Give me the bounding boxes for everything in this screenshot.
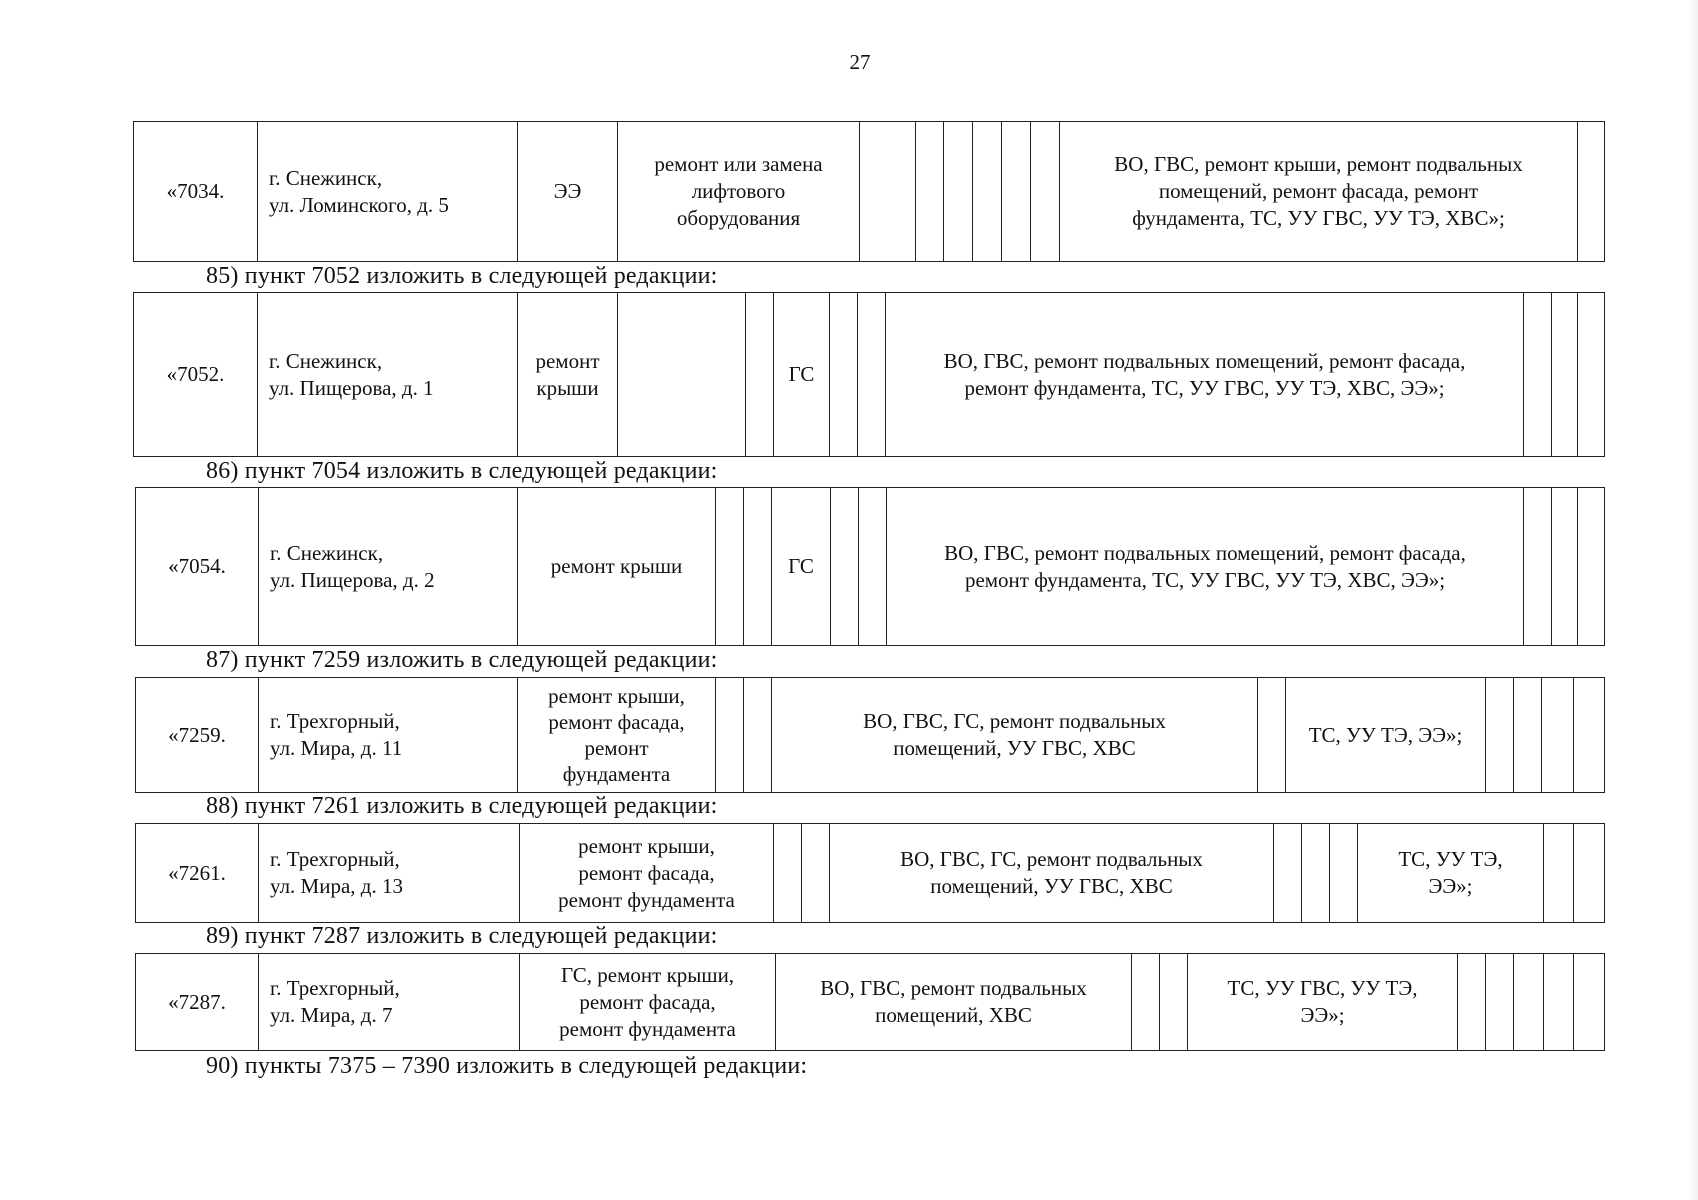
item-work-3: ТС, УУ ТЭ, ЭЭ»; (1358, 824, 1544, 922)
item-work-2: ВО, ГВС, ремонт подвальных помещений, ХВС (776, 954, 1132, 1050)
table-row-7054 (135, 487, 1605, 646)
empty-cell (744, 488, 772, 645)
scan-edge (1688, 0, 1698, 1200)
table-row-7261 (135, 823, 1605, 923)
empty-cell (1274, 824, 1302, 922)
item-work-2: ВО, ГВС, ГС, ремонт подвальных помещений, УУ ГВС, ХВС (772, 678, 1258, 792)
item-work-1: ремонт крыши, ремонт фасада, ремонт фундамента (520, 824, 774, 922)
instruction-text: 85) пункт 7052 изложить в следующей редакции: (206, 263, 718, 289)
instruction-text: 86) пункт 7054 изложить в следующей редакции: (206, 458, 718, 484)
empty-cell (1486, 954, 1514, 1050)
item-address: г. Снежинск, ул. Пищерова, д. 1 (258, 293, 518, 456)
empty-cell (1160, 954, 1188, 1050)
empty-cell (944, 122, 973, 261)
item-work-1: ремонт крыши (518, 488, 716, 645)
empty-cell (1031, 122, 1060, 261)
empty-cell (618, 293, 746, 456)
item-address: г. Трехгорный, ул. Мира, д. 11 (259, 678, 518, 792)
empty-cell (973, 122, 1002, 261)
table-row-7052 (133, 292, 1605, 457)
item-work-2: ГС (772, 488, 831, 645)
empty-cell (1002, 122, 1031, 261)
item-address: г. Трехгорный, ул. Мира, д. 13 (259, 824, 520, 922)
item-number: «7259. (136, 678, 259, 792)
empty-cell (802, 824, 830, 922)
item-work-1: ЭЭ (518, 122, 618, 261)
item-number: «7054. (136, 488, 259, 645)
empty-cell (1542, 678, 1574, 792)
item-work-3: ВО, ГВС, ремонт подвальных помещений, ремонт фасада, ремонт фундамента, ТС, УУ ГВС, УУ ТЭ, ХВС, ЭЭ»; (886, 293, 1524, 456)
instruction-text: 88) пункт 7261 изложить в следующей редакции: (206, 793, 718, 819)
empty-cell (1552, 293, 1578, 456)
item-work-3: ВО, ГВС, ремонт крыши, ремонт подвальных помещений, ремонт фасада, ремонт фундамента, ТС, УУ ГВС, УУ ТЭ, ХВС»; (1060, 122, 1578, 261)
empty-cell (1524, 488, 1552, 645)
empty-cell (858, 293, 886, 456)
empty-cell (860, 122, 916, 261)
final-instruction-text: 90) пункты 7375 – 7390 изложить в следующей редакции: (206, 1053, 808, 1079)
empty-cell (1544, 954, 1574, 1050)
item-work-3: ВО, ГВС, ремонт подвальных помещений, ремонт фасада, ремонт фундамента, ТС, УУ ГВС, УУ ТЭ, ХВС, ЭЭ»; (887, 488, 1524, 645)
item-number: «7034. (134, 122, 258, 261)
empty-cell (830, 293, 858, 456)
empty-cell (774, 824, 802, 922)
empty-cell (1486, 678, 1514, 792)
item-work-2: ГС (774, 293, 830, 456)
empty-cell (859, 488, 887, 645)
empty-cell (1578, 293, 1604, 456)
empty-cell (1574, 678, 1604, 792)
empty-cell (746, 293, 774, 456)
item-work-3: ТС, УУ ТЭ, ЭЭ»; (1286, 678, 1486, 792)
empty-cell (831, 488, 859, 645)
item-work-1: ремонт крыши (518, 293, 618, 456)
empty-cell (1458, 954, 1486, 1050)
empty-cell (1544, 824, 1574, 922)
instruction-text: 87) пункт 7259 изложить в следующей редакции: (206, 647, 718, 673)
page-number: 27 (849, 50, 871, 74)
item-address: г. Трехгорный, ул. Мира, д. 7 (259, 954, 520, 1050)
item-work-1: ремонт крыши, ремонт фасада, ремонт фундамента (518, 678, 716, 792)
instruction-text: 89) пункт 7287 изложить в следующей редакции: (206, 923, 718, 949)
empty-cell (1302, 824, 1330, 922)
empty-cell (1132, 954, 1160, 1050)
empty-cell (1578, 488, 1604, 645)
empty-cell (1330, 824, 1358, 922)
item-work-1: ГС, ремонт крыши, ремонт фасада, ремонт фундамента (520, 954, 776, 1050)
empty-cell (1514, 678, 1542, 792)
empty-cell (716, 488, 744, 645)
empty-cell (1552, 488, 1578, 645)
empty-cell (744, 678, 772, 792)
empty-cell (1524, 293, 1552, 456)
empty-cell (1258, 678, 1286, 792)
table-row-7034 (133, 121, 1605, 262)
item-number: «7287. (136, 954, 259, 1050)
empty-cell (916, 122, 944, 261)
empty-cell (716, 678, 744, 792)
item-address: г. Снежинск, ул. Пищерова, д. 2 (259, 488, 518, 645)
item-work-3: ТС, УУ ГВС, УУ ТЭ, ЭЭ»; (1188, 954, 1458, 1050)
empty-cell (1514, 954, 1544, 1050)
table-row-7287 (135, 953, 1605, 1051)
table-row-7259 (135, 677, 1605, 793)
item-work-2: ВО, ГВС, ГС, ремонт подвальных помещений, УУ ГВС, ХВС (830, 824, 1274, 922)
empty-cell (1574, 954, 1604, 1050)
item-address: г. Снежинск, ул. Ломинского, д. 5 (258, 122, 518, 261)
empty-cell (1574, 824, 1604, 922)
item-work-2: ремонт или замена лифтового оборудования (618, 122, 860, 261)
empty-cell (1578, 122, 1604, 261)
item-number: «7261. (136, 824, 259, 922)
item-number: «7052. (134, 293, 258, 456)
